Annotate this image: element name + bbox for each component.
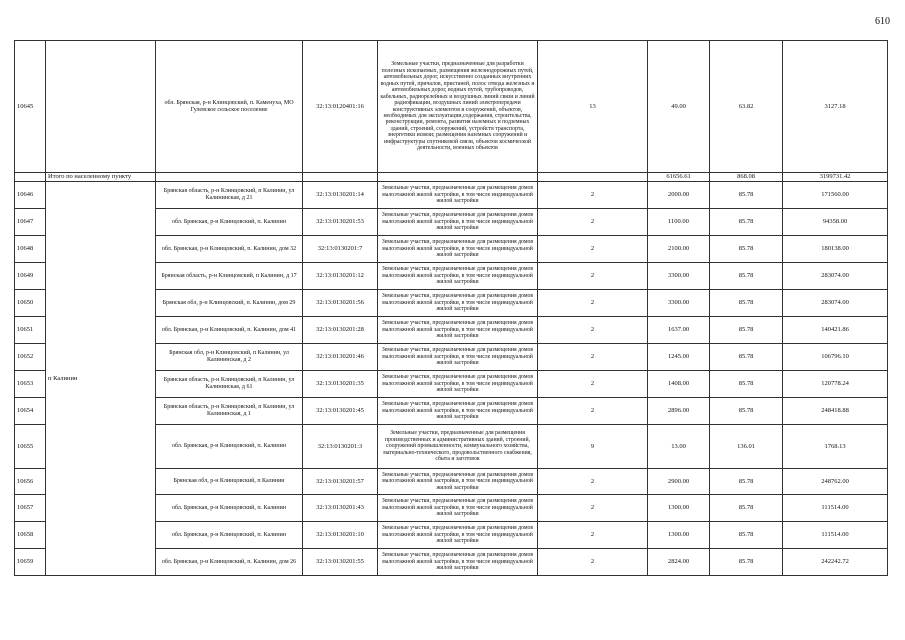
area-value: 49.00 xyxy=(648,41,710,173)
use-group-code: 2 xyxy=(538,236,648,263)
row-number: 10648 xyxy=(15,236,46,263)
address-cell: Брянская область, р-н Клинцовский, п Калинин, ул Калининская, д 61 xyxy=(156,371,303,398)
cadastral-number: 32:13:0130201:7 xyxy=(303,236,378,263)
address-cell: обл. Брянская, р-н Клинцовский, п. Калинин, дом 32 xyxy=(156,236,303,263)
table-row xyxy=(15,41,888,173)
locality-cell xyxy=(46,41,156,173)
cadastral-number: 32:13:0130201:43 xyxy=(303,495,378,522)
cadastral-value: 180138.00 xyxy=(783,236,888,263)
subtotal-value: 3199731.42 xyxy=(783,173,888,182)
cadastral-number: 32:13:0130201:53 xyxy=(303,209,378,236)
area-value: 13.00 xyxy=(648,425,710,469)
address-cell: Брянская обл, р-н Клинцовский, п Калинин xyxy=(156,469,303,495)
land-use-description: Земельные участки, предназначенные для разработки полезных ископаемых, размещения железнодорожных путей, автомобильных дорог, искусственно созданных внутренних водных путей, причалов, пристаней, полос отвода железных и автомобильных дорог, водных путей, трубопроводов, кабельных, радиорелейных и воздушных линий связи и линий радиофикации, воздушных линий электропередачи конструктивных элементов и сооружений, объектов, необходимых для эксплуатации,содержания, строительства, реконструкции, ремонта, развития наземных и подземных зданий, строений, сооружений, устройств транспорта, энергетики исвязи; размещения наземных сооружений и инфраструктуры спутниковой связи, объектов космической деятельности, военных объектов xyxy=(378,41,538,173)
row-number: 10652 xyxy=(15,344,46,371)
land-use-description: Земельные участки, предназначенные для размещения домов малоэтажной жилой застройки, в том числе индивидуальной жилой застройки xyxy=(378,236,538,263)
address-cell: обл. Брянская, р-н Клинцовский, п. Каменуха, МО Гулевское сельское поселение xyxy=(156,41,303,173)
land-use-description: Земельные участки, предназначенные для размещения домов малоэтажной жилой застройки, в том числе индивидуальной жилой застройки xyxy=(378,263,538,290)
land-use-description: Земельные участки, предназначенные для размещения домов малоэтажной жилой застройки, в том числе индивидуальной жилой застройки xyxy=(378,495,538,522)
rate-value: 85.78 xyxy=(710,263,783,290)
cadastral-value: 1768.13 xyxy=(783,425,888,469)
address-cell: обл. Брянская, р-н Клинцовский, п. Калинин xyxy=(156,495,303,522)
use-group-code: 13 xyxy=(538,41,648,173)
cadastral-number: 32:13:0130201:14 xyxy=(303,182,378,209)
cadastral-number: 32:13:0130201:10 xyxy=(303,522,378,549)
cadastral-number: 32:13:0130201:57 xyxy=(303,469,378,495)
table-row xyxy=(15,182,888,209)
address-cell: Брянская обл, р-н Клинцовский, п. Калинин, дом 29 xyxy=(156,290,303,317)
rate-value: 85.78 xyxy=(710,469,783,495)
cadastral-value: 171560.00 xyxy=(783,182,888,209)
land-use-description: Земельные участки, предназначенные для размещения домов малоэтажной жилой застройки, в том числе индивидуальной жилой застройки xyxy=(378,549,538,576)
land-use-description: Земельные участки, предназначенные для размещения производственных и административных зданий, строений, сооружений промышленности, коммунального хозяйства, материально-технического, продовольственного снабжения, сбыта и заготовок xyxy=(378,425,538,469)
area-value: 2100.00 xyxy=(648,236,710,263)
row-number: 10647 xyxy=(15,209,46,236)
use-group-code: 2 xyxy=(538,371,648,398)
subtotal-row xyxy=(15,173,888,182)
rate-value: 85.78 xyxy=(710,182,783,209)
subtotal-empty xyxy=(15,173,46,182)
area-value: 1637.00 xyxy=(648,317,710,344)
row-number: 10654 xyxy=(15,398,46,425)
area-value: 1300.00 xyxy=(648,495,710,522)
row-number: 10655 xyxy=(15,425,46,469)
cadastral-number: 32:13:0130201:46 xyxy=(303,344,378,371)
address-cell: Брянская область, р-н Клинцовский, п Калинин, д 17 xyxy=(156,263,303,290)
use-group-code: 2 xyxy=(538,263,648,290)
cadastral-value: 3127.18 xyxy=(783,41,888,173)
cadastral-value: 242242.72 xyxy=(783,549,888,576)
rate-value: 85.78 xyxy=(710,522,783,549)
use-group-code: 2 xyxy=(538,182,648,209)
cadastral-number: 32:13:0130201:56 xyxy=(303,290,378,317)
land-use-description: Земельные участки, предназначенные для размещения домов малоэтажной жилой застройки, в том числе индивидуальной жилой застройки xyxy=(378,317,538,344)
rate-value: 85.78 xyxy=(710,209,783,236)
row-number: 10649 xyxy=(15,263,46,290)
area-value: 3300.00 xyxy=(648,290,710,317)
area-value: 2000.00 xyxy=(648,182,710,209)
land-use-description: Земельные участки, предназначенные для размещения домов малоэтажной жилой застройки, в том числе индивидуальной жилой застройки xyxy=(378,398,538,425)
rate-value: 85.78 xyxy=(710,236,783,263)
area-value: 2900.00 xyxy=(648,469,710,495)
area-value: 1100.00 xyxy=(648,209,710,236)
address-cell: Брянская область, р-н Клинцовский, п Калинин, ул Калининская, д 1 xyxy=(156,398,303,425)
cadastral-number: 32:13:0130201:55 xyxy=(303,549,378,576)
cadastral-number: 32:13:0130201:35 xyxy=(303,371,378,398)
rate-value: 63.82 xyxy=(710,41,783,173)
address-cell: обл. Брянская, р-н Клинцовский, п. Калинин, дом 41 xyxy=(156,317,303,344)
use-group-code: 2 xyxy=(538,317,648,344)
subtotal-empty xyxy=(538,173,648,182)
cadastral-number: 32:13:0130201:28 xyxy=(303,317,378,344)
land-use-description: Земельные участки, предназначенные для размещения домов малоэтажной жилой застройки, в том числе индивидуальной жилой застройки xyxy=(378,344,538,371)
row-number: 10650 xyxy=(15,290,46,317)
row-number: 10656 xyxy=(15,469,46,495)
cadastral-value: 111514.00 xyxy=(783,495,888,522)
row-number: 10651 xyxy=(15,317,46,344)
use-group-code: 2 xyxy=(538,209,648,236)
land-use-description: Земельные участки, предназначенные для размещения домов малоэтажной жилой застройки, в том числе индивидуальной жилой застройки xyxy=(378,182,538,209)
area-value: 1245.00 xyxy=(648,344,710,371)
area-value: 2896.00 xyxy=(648,398,710,425)
cadastral-value: 111514.00 xyxy=(783,522,888,549)
subtotal-rate: 868.08 xyxy=(710,173,783,182)
rate-value: 85.78 xyxy=(710,317,783,344)
use-group-code: 2 xyxy=(538,398,648,425)
rate-value: 85.78 xyxy=(710,495,783,522)
cadastral-value: 248762.00 xyxy=(783,469,888,495)
row-number: 10657 xyxy=(15,495,46,522)
land-use-description: Земельные участки, предназначенные для размещения домов малоэтажной жилой застройки, в том числе индивидуальной жилой застройки xyxy=(378,290,538,317)
use-group-code: 2 xyxy=(538,495,648,522)
subtotal-empty xyxy=(303,173,378,182)
row-number: 10646 xyxy=(15,182,46,209)
address-cell: Брянская область, р-н Клинцовский, п Калинин, ул Калининская, д 21 xyxy=(156,182,303,209)
cadastral-value: 283074.00 xyxy=(783,290,888,317)
cadastral-value: 283074.00 xyxy=(783,263,888,290)
address-cell: обл. Брянская, р-н Клинцовский, п. Калинин xyxy=(156,209,303,236)
cadastral-number: 32:13:0130201:45 xyxy=(303,398,378,425)
row-number: 10653 xyxy=(15,371,46,398)
cadastral-value: 94358.00 xyxy=(783,209,888,236)
cadastral-number: 32:13:0120401:16 xyxy=(303,41,378,173)
land-use-description: Земельные участки, предназначенные для размещения домов малоэтажной жилой застройки, в том числе индивидуальной жилой застройки xyxy=(378,469,538,495)
rate-value: 85.78 xyxy=(710,371,783,398)
land-register-table xyxy=(14,40,888,576)
address-cell: обл. Брянская, р-н Клинцовский, п. Калинин xyxy=(156,522,303,549)
land-use-description: Земельные участки, предназначенные для размещения домов малоэтажной жилой застройки, в том числе индивидуальной жилой застройки xyxy=(378,209,538,236)
area-value: 1300.00 xyxy=(648,522,710,549)
subtotal-area: 61656.61 xyxy=(648,173,710,182)
cadastral-value: 120778.24 xyxy=(783,371,888,398)
use-group-code: 2 xyxy=(538,290,648,317)
cadastral-value: 106796.10 xyxy=(783,344,888,371)
row-number: 10659 xyxy=(15,549,46,576)
cadastral-number: 32:13:0130201:3 xyxy=(303,425,378,469)
rate-value: 85.78 xyxy=(710,344,783,371)
cadastral-value: 248418.88 xyxy=(783,398,888,425)
row-number: 10658 xyxy=(15,522,46,549)
address-cell: Брянская обл, р-н Клинцовский, п Калинин, ул Калининская, д 2 xyxy=(156,344,303,371)
use-group-code: 2 xyxy=(538,522,648,549)
cadastral-number: 32:13:0130201:12 xyxy=(303,263,378,290)
use-group-code: 9 xyxy=(538,425,648,469)
land-use-description: Земельные участки, предназначенные для размещения домов малоэтажной жилой застройки, в том числе индивидуальной жилой застройки xyxy=(378,522,538,549)
area-value: 3300.00 xyxy=(648,263,710,290)
rate-value: 85.78 xyxy=(710,549,783,576)
locality-name: п Калинин xyxy=(46,182,156,576)
use-group-code: 2 xyxy=(538,344,648,371)
area-value: 1408.00 xyxy=(648,371,710,398)
cadastral-value: 140421.86 xyxy=(783,317,888,344)
rate-value: 85.78 xyxy=(710,398,783,425)
address-cell: обл. Брянская, р-н Клинцовский, п. Калинин, дом 26 xyxy=(156,549,303,576)
use-group-code: 2 xyxy=(538,549,648,576)
page-number: 610 xyxy=(875,16,890,27)
land-use-description: Земельные участки, предназначенные для размещения домов малоэтажной жилой застройки, в том числе индивидуальной жилой застройки xyxy=(378,371,538,398)
subtotal-empty xyxy=(156,173,303,182)
area-value: 2824.00 xyxy=(648,549,710,576)
subtotal-label: Итого по населенному пункту xyxy=(46,173,156,182)
subtotal-empty xyxy=(378,173,538,182)
row-number: 10645 xyxy=(15,41,46,173)
address-cell: обл. Брянская, р-н Клинцовский, п. Калинин xyxy=(156,425,303,469)
rate-value: 85.78 xyxy=(710,290,783,317)
rate-value: 136.01 xyxy=(710,425,783,469)
use-group-code: 2 xyxy=(538,469,648,495)
